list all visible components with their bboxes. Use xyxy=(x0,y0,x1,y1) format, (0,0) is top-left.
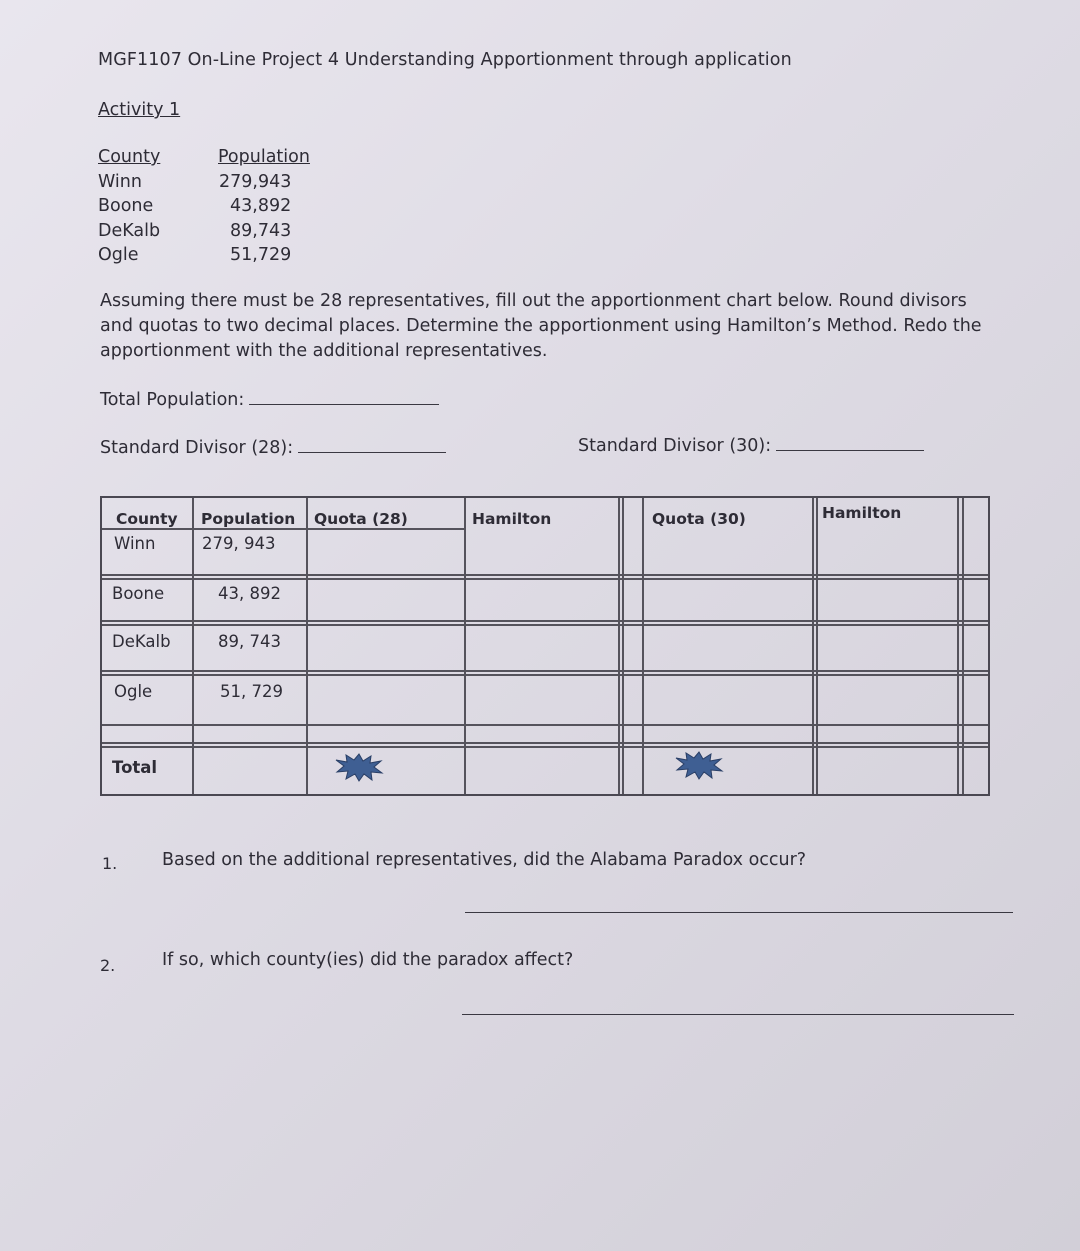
table-population-ogle: 51, 729 xyxy=(220,682,283,701)
table-county-boone: Boone xyxy=(112,584,165,603)
question-1-text: Based on the additional representatives, did the Alabama Paradox occur? xyxy=(162,850,807,870)
column-divider xyxy=(618,498,620,794)
column-divider xyxy=(812,498,814,794)
column-divider xyxy=(192,498,194,794)
column-divider xyxy=(306,498,308,794)
table-population-winn: 279, 943 xyxy=(202,534,276,553)
standard-divisor-28-field xyxy=(100,438,446,458)
answer-2-blank[interactable] xyxy=(462,1014,1014,1015)
table-county-winn: Winn xyxy=(114,534,156,553)
table-population-dekalb: 89, 743 xyxy=(218,632,281,651)
worksheet-title: MGF1107 On-Line Project 4 Understanding Apportionment through application xyxy=(98,50,792,70)
county-name: Winn xyxy=(98,171,142,192)
population-header: Population xyxy=(218,147,310,167)
row-divider xyxy=(102,724,988,726)
county-header: County xyxy=(98,147,161,167)
burst-icon xyxy=(674,750,724,780)
row-divider xyxy=(102,670,988,672)
table-total-label: Total xyxy=(112,758,158,777)
activity-heading: Activity 1 xyxy=(98,100,181,120)
instructions: Assuming there must be 28 representatives, fill out the apportionment chart below. Round divisors and quotas to two decimal places. Determine the apportionment using Hamilton’s Method. Redo the apportionment with the additional representatives. xyxy=(100,291,982,361)
table-header-hamilton-30: Hamilton xyxy=(822,504,902,522)
column-divider xyxy=(642,498,644,794)
standard-divisor-30-blank[interactable] xyxy=(776,449,924,451)
total-population-blank[interactable] xyxy=(249,403,439,405)
county-population: 43,892 xyxy=(230,196,292,216)
table-population-boone: 43, 892 xyxy=(218,584,281,603)
total-population-field xyxy=(100,390,439,410)
question-2-text: If so, which county(ies) did the paradox affect? xyxy=(162,950,574,970)
row-divider xyxy=(102,624,988,626)
question-1-number: 1. xyxy=(102,854,118,873)
row-divider xyxy=(102,578,988,580)
row-divider xyxy=(102,574,988,576)
table-header-county: County xyxy=(116,510,178,528)
total-population-label: Total Population: xyxy=(100,390,245,410)
apportionment-table xyxy=(100,496,990,796)
county-name: Ogle xyxy=(98,245,139,265)
row-divider xyxy=(102,620,988,622)
table-header-quota-30: Quota (30) xyxy=(652,510,746,528)
county-population: 89,743 xyxy=(230,220,292,241)
county-population: 279,943 xyxy=(219,171,292,192)
standard-divisor-28-label: Standard Divisor (28): xyxy=(100,438,294,458)
county-name: DeKalb xyxy=(98,220,161,241)
column-divider xyxy=(464,498,466,794)
standard-divisor-30-field xyxy=(578,436,924,456)
table-county-ogle: Ogle xyxy=(114,682,153,701)
table-county-dekalb: DeKalb xyxy=(112,632,171,651)
column-divider xyxy=(622,498,624,794)
answer-1-blank[interactable] xyxy=(465,912,1013,913)
row-divider xyxy=(102,674,988,676)
row-divider xyxy=(102,742,988,744)
column-divider xyxy=(962,498,964,794)
column-divider xyxy=(957,498,959,794)
row-divider xyxy=(102,746,988,748)
county-name: Boone xyxy=(98,196,154,216)
table-header-quota-28: Quota (28) xyxy=(314,510,408,528)
question-2-number: 2. xyxy=(100,956,116,975)
county-population: 51,729 xyxy=(230,245,292,265)
burst-icon xyxy=(334,752,384,782)
row-divider xyxy=(102,528,464,530)
standard-divisor-28-blank[interactable] xyxy=(298,451,446,453)
table-header-population: Population xyxy=(201,510,296,528)
column-divider xyxy=(816,498,818,794)
standard-divisor-30-label: Standard Divisor (30): xyxy=(578,436,772,456)
table-header-hamilton-28: Hamilton xyxy=(472,510,552,528)
